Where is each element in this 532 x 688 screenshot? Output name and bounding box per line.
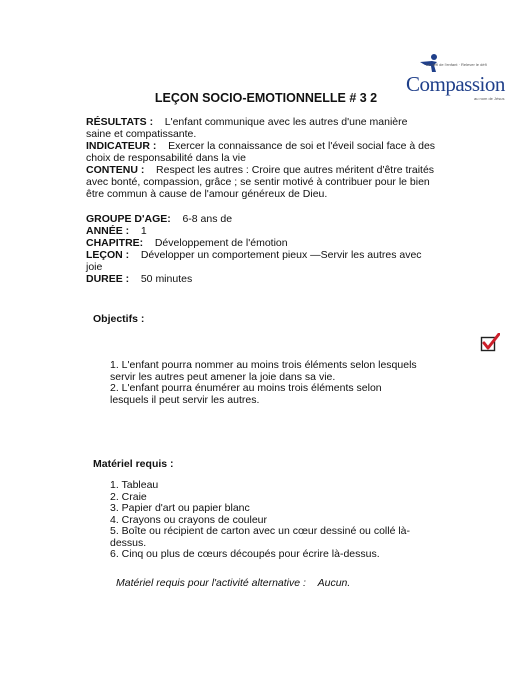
annee-label: ANNÉE : [86, 225, 130, 237]
lecon-label: LEÇON : [86, 249, 130, 261]
resultats-text: L'enfant communique avec les autres d'une manière [164, 116, 408, 128]
alternative-label: Matériel requis pour l'activité alternative : [116, 577, 306, 589]
contenu-line3: être commun à cause de l'amour généreux de Dieu. [86, 188, 328, 200]
chapitre-value: Développement de l'émotion [154, 237, 288, 249]
indicateur-line2: choix de responsabilité dans la vie [86, 152, 246, 164]
indicateur-label: INDICATEUR : [86, 140, 157, 152]
materiel-item [110, 526, 490, 549]
logo-tagline: Le défi de l'enfant · Relever le défi [426, 62, 487, 67]
page-title: LEÇON SOCIO-EMOTIONNELLE # 3 2 [154, 91, 378, 105]
materiel-item-text: 6. Cinq ou plus de cœurs découpés pour écrire là-dessus. [110, 548, 380, 560]
materiel-item-text: 4. Crayons ou crayons de couleur [110, 513, 268, 526]
contenu-line2: avec bonté, compassion, grâce ; se sentir motivé à contribuer pour le bien [86, 176, 430, 188]
materiel-item-text: 1. Tableau [110, 479, 159, 491]
materiel-item-text: 2. Craie [110, 490, 147, 503]
groupe-line [86, 213, 506, 225]
objectif-item-text: 2. L'enfant pourra énumérer au moins trois éléments selon [110, 382, 382, 394]
logo-sub: au nom de Jésus [474, 96, 505, 101]
objectif-item [110, 360, 490, 383]
contenu-line [86, 164, 506, 176]
lecon-line [86, 249, 506, 261]
duree-label: DUREE : [86, 273, 130, 285]
annee-value: 1 [140, 225, 147, 237]
objectif-item-text: 1. L'enfant pourra nommer au moins trois éléments selon lesquels [110, 359, 417, 371]
resultats-line2: saine et compatissante. [86, 128, 197, 140]
materiel-item-text: 3. Papier d'art ou papier blanc [110, 502, 250, 514]
indicateur-line [86, 140, 506, 152]
materiel-item [110, 549, 490, 561]
groupe-value: 6-8 ans de [182, 213, 233, 225]
logo-wordmark: Compassion [406, 72, 505, 96]
contenu-text: Respect les autres : Croire que autres méritent d'être traités [156, 164, 435, 176]
materiel-item [110, 503, 490, 515]
contenu-label: CONTENU : [86, 164, 145, 176]
resultats-line [86, 116, 506, 128]
lecon-value: Développer un comportement pieux —Servir les autres avec [140, 249, 422, 261]
info-fields [86, 213, 506, 285]
lecon-line2: joie [86, 261, 103, 273]
objectif-item-text: lesquels il peut servir les autres. [110, 393, 260, 406]
indicateur-text: Exercer la connaissance de soi et l'éveil social face à des [168, 140, 436, 152]
duree-line [86, 273, 506, 285]
groupe-label: GROUPE D'AGE: [86, 213, 171, 225]
objectifs-list [110, 360, 490, 406]
objectif-item-text: servir les autres peut amener la joie dans sa vie. [110, 370, 336, 383]
objectif-item [110, 383, 490, 406]
annee-line [86, 225, 506, 237]
header-fields [86, 116, 506, 200]
materiel-item-text: dessus. [110, 536, 147, 549]
materiel-item-text: 5. Boîte ou récipient de carton avec un cœur dessiné ou collé là- [110, 525, 410, 537]
chapitre-label: CHAPITRE: [86, 237, 144, 249]
materiel-item [110, 480, 490, 492]
materiel-list [110, 480, 490, 561]
duree-value: 50 minutes [140, 273, 193, 285]
resultats-label: RÉSULTATS : [86, 116, 154, 128]
alternative-value: Aucun. [317, 577, 351, 589]
chapitre-line [86, 237, 506, 249]
alternative-line [116, 577, 350, 589]
checked-box-icon [480, 333, 500, 353]
materiel-heading: Matériel requis : [93, 458, 174, 470]
objectifs-heading: Objectifs : [93, 313, 145, 325]
